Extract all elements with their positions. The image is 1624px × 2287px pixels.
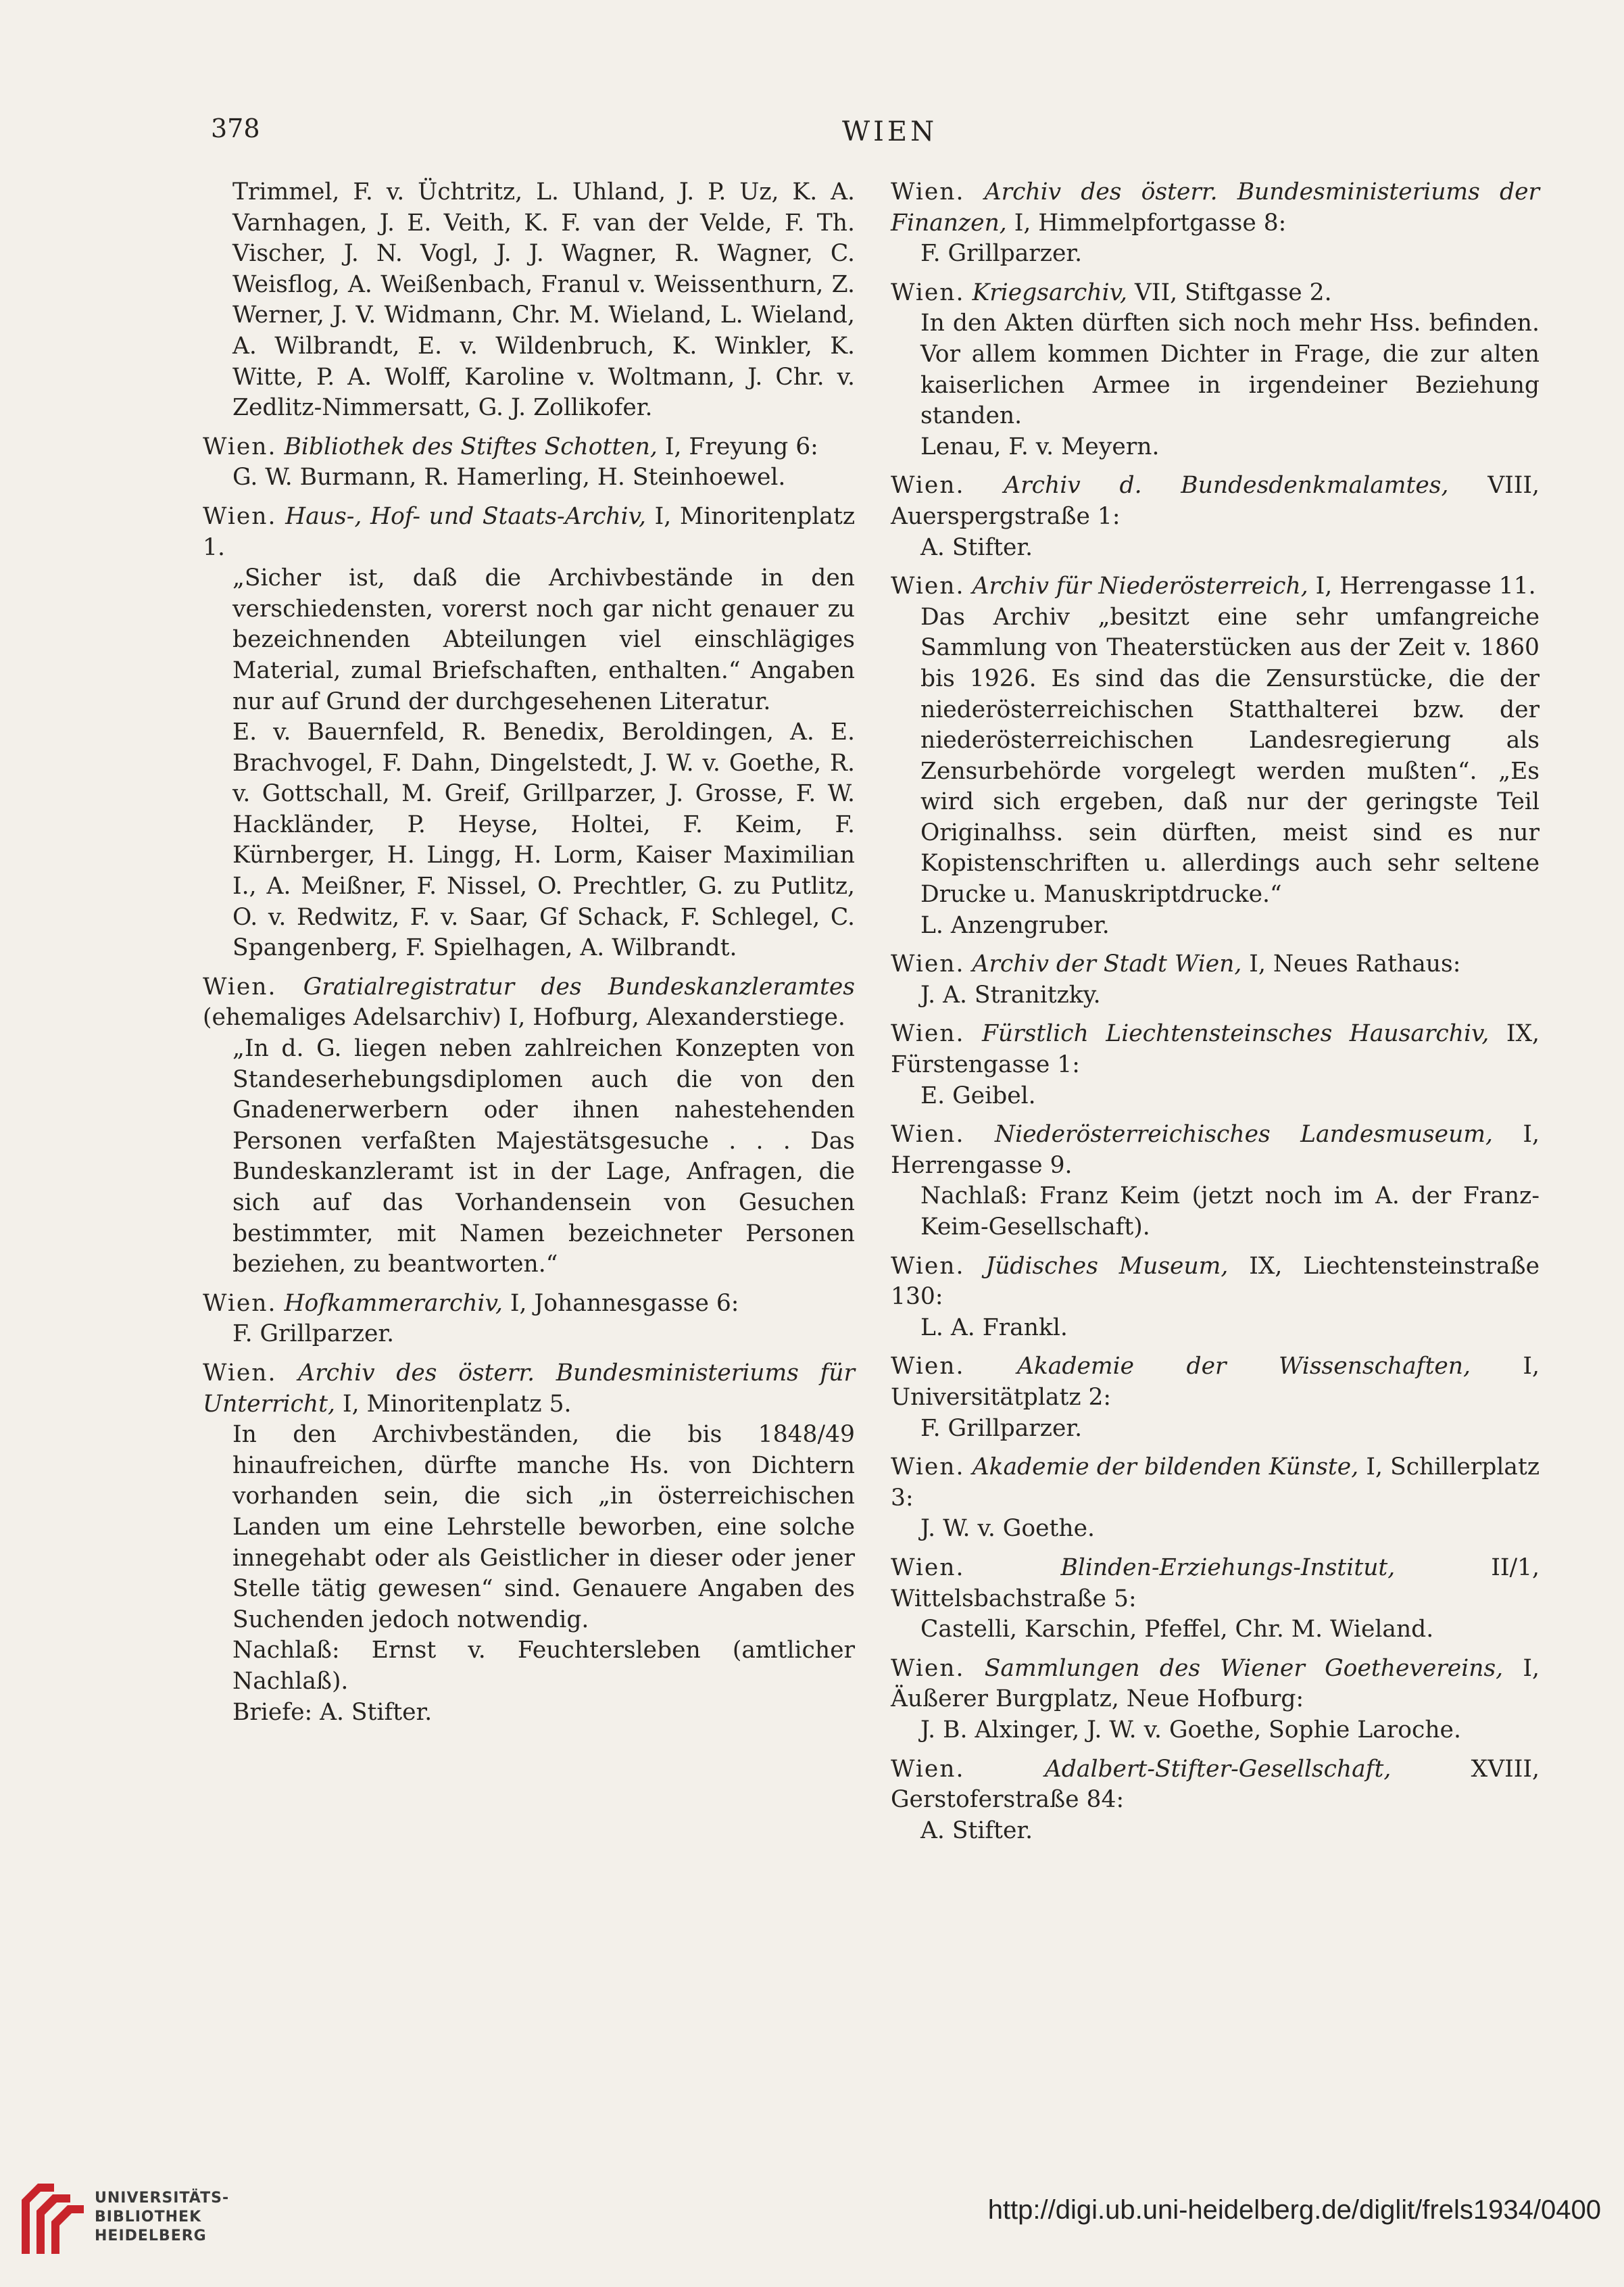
entry-city: Wien. [891, 1121, 965, 1149]
entry-text: „Sicher ist, daß die Archivbestände in den verschiedensten, vorerst noch gar nicht genauer zu bezeichnenden Abteilungen viel einschlägiges Material, zumal Briefschaften, enthalten.“ Angaben nur auf Grund der durchgesehenen Literatur. [232, 564, 855, 715]
entry-text: L. A. Frankl. [920, 1314, 1068, 1341]
entry-text: Lenau, F. v. Meyern. [920, 433, 1160, 460]
entry-text: E. v. Bauernfeld, R. Benedix, Beroldingen, A. E. Brachvogel, F. Dahn, Dingelstedt, J. W. v. Goethe, R. v. Gottschall, M. Greif, Grillparzer, J. Grosse, F. W. Hackländer, P. Heyse, Holtei, F. Keim, F. Kürnberger, H. Lingg, H. Lorm, Kaiser Maximilian I., A. Meißner, F. Nissel, O. Prechtler, G. zu Putlitz, O. v. Redwitz, F. v. Saar, Gf Schack, F. Schlegel, C. Spangenberg, F. Spielhagen, A. Wilbrandt. [232, 719, 855, 962]
entry-heading [891, 1452, 1540, 1514]
entry-address: II/1, Wittelsbachstraße 5: [891, 1554, 1540, 1612]
entry-title: Fürstlich Liechtensteinsches Hausarchiv, [981, 1020, 1490, 1048]
entry-title: Kriegsarchiv, [972, 279, 1127, 306]
entry-title: Haus-, Hof- und Staats-Archiv, [285, 502, 647, 530]
source-url-link[interactable]: http://digi.ub.uni-heidelberg.de/diglit/frels1934/0400 [987, 2195, 1601, 2225]
library-line: HEIDELBERG [95, 2228, 207, 2244]
entry-heading [891, 1019, 1540, 1080]
entry-address: VIII, Auerspergstraße 1: [891, 472, 1540, 530]
entry-address: IX, Fürstengasse 1: [891, 1020, 1540, 1079]
entry-city: Wien. [891, 1020, 965, 1048]
entry-address: I, Herrengasse 11. [1308, 573, 1536, 600]
entry-city: Wien. [891, 1654, 965, 1682]
entry-city: Wien. [203, 502, 277, 530]
entry-address: I, Himmelpfortgasse 8: [1006, 209, 1287, 237]
entry-address: I, Minoritenplatz 5. [335, 1390, 572, 1418]
entry-text: Nachlaß: Franz Keim (jetzt noch im A. der Franz-Keim-Gesellschaft). [920, 1182, 1540, 1241]
library-name [95, 2189, 229, 2246]
entry-title: Bibliothek des Stiftes Schotten, [284, 433, 658, 460]
library-line: UNIVERSITÄTS- [95, 2190, 230, 2207]
entry-heading [891, 1251, 1540, 1313]
entry-city: Wien. [203, 1289, 277, 1317]
entry-heading [203, 972, 855, 1034]
entry-text: Briefe: A. Stifter. [232, 1698, 433, 1726]
entry-text: A. Stifter. [920, 533, 1033, 561]
entry-title: Niederösterreichisches Landesmuseum, [994, 1121, 1493, 1149]
entry-address: I, Schillerplatz 3: [891, 1453, 1540, 1512]
entry-address: IX, Liechtensteinstraße 130: [891, 1252, 1540, 1311]
entry-city: Wien. [891, 1252, 965, 1280]
entry-title: Archiv d. Bundesdenkmalamtes, [1004, 472, 1449, 500]
page-number: 378 [211, 114, 260, 143]
entry-title: Akademie der bildenden Künste, [972, 1453, 1359, 1481]
entry-text: J. A. Stranitzky. [920, 981, 1101, 1009]
entry-city: Wien. [891, 178, 965, 206]
entry-title: Gratialregistratur des Bundeskanzleramtes [303, 973, 856, 1001]
entry-text: J. W. v. Goethe. [920, 1515, 1095, 1543]
entry-address: I, Äußerer Burgplatz, Neue Hofburg: [891, 1654, 1540, 1713]
ub-heidelberg-logo-icon [19, 2181, 87, 2257]
library-line: BIBLIOTHEK [95, 2209, 202, 2225]
entry-title: Sammlungen des Wiener Goethevereins, [984, 1654, 1504, 1682]
entry-city: Wien. [891, 1755, 965, 1783]
entry-text: F. Grillparzer. [920, 1414, 1083, 1442]
entry-heading [891, 949, 1540, 980]
entry-heading [891, 177, 1540, 239]
entry-heading [891, 571, 1540, 602]
entry-heading [203, 1358, 855, 1420]
entry-title: Archiv der Stadt Wien, [972, 950, 1242, 978]
entry-heading [891, 1553, 1540, 1614]
running-head: WIEN [842, 116, 938, 147]
entry-city: Wien. [891, 1353, 965, 1380]
entry-city: Wien. [203, 433, 277, 460]
entry-title: Archiv des österr. Bundesministeriums für Unterricht, [203, 1359, 855, 1418]
entry-city: Wien. [891, 573, 965, 600]
entry-title: Adalbert-Stifter-Gesellschaft, [1044, 1755, 1392, 1783]
entry-heading [891, 1120, 1540, 1181]
entry-text: „In d. G. liegen neben zahlreichen Konzepten von Standeserhebungsdiplomen auch die von den Gnadenerwerbern oder ihnen nahestehenden Personen verfaßten Majestätsgesuche . . . Das Bundeskanzleramt ist in der Lage, Anfragen, die sich auf das Vorhandensein von Gesuchen bestimmter, mit Namen bezeichneter Personen beziehen, zu beantworten.“ [232, 1035, 855, 1278]
entry-text: In den Archivbeständen, die bis 1848/49 hinaufreichen, dürfte manche Hs. von Dichtern vorhanden sein, die sich „in österreichischen Landen um eine Lehrstelle beworben, eine solche innegehabt oder als Geistlicher in dieser oder jener Stelle tätig gewesen“ sind. Genauere Angaben des Suchenden jedoch notwendig. [232, 1421, 855, 1633]
entry-text: Castelli, Karschin, Pfeffel, Chr. M. Wieland. [920, 1616, 1434, 1643]
entry-title: Akademie der Wissenschaften, [1016, 1353, 1471, 1380]
entry-address: I, Universitätplatz 2: [891, 1353, 1540, 1411]
entry-title: Jüdisches Museum, [985, 1252, 1229, 1280]
entry-text: J. B. Alxinger, J. W. v. Goethe, Sophie Laroche. [920, 1716, 1461, 1743]
entry-text: A. Stifter. [920, 1816, 1033, 1844]
entry-city: Wien. [891, 472, 965, 500]
entry-address: I, Minoritenplatz 1. [203, 502, 855, 561]
entry-heading [891, 278, 1540, 309]
entry-text: Trimmel, F. v. Üchtritz, L. Uhland, J. P. Uz, K. A. Varnhagen, J. E. Veith, K. F. van der Velde, F. Th. Vischer, J. N. Vogl, J. J. Wagner, R. Wagner, C. Weisflog, A. Weißenbach, Franul v. Weissenthurn, Z. Werner, J. V. Widmann, Chr. M. Wieland, L. Wieland, A. Wilbrandt, E. v. Wildenbruch, K. Winkler, K. Witte, P. A. Wolff, Karoline v. Woltmann, J. Chr. v. Zedlitz-Nimmersatt, G. J. Zollikofer. [232, 178, 855, 422]
entry-address: I, Neues Rathaus: [1241, 950, 1461, 978]
entry-address: XVIII, Gerstoferstraße 84: [891, 1755, 1540, 1814]
entry-title: Blinden-Erziehungs-Institut, [1060, 1554, 1396, 1581]
entry-heading [203, 502, 855, 563]
entry-address: (ehemaliges Adelsarchiv) I, Hofburg, Alexanderstiege. [203, 1004, 845, 1032]
entry-heading [891, 1754, 1540, 1816]
entry-city: Wien. [891, 950, 965, 978]
entry-text: Das Archiv „besitzt eine sehr umfangreiche Sammlung von Theaterstücken aus der Zeit v. 1860 bis 1926. Es sind das die Zensurstücke, die der niederösterreichischen Statthalterei bzw. der niederösterreichischen Landesregierung als Zensurbehörde vorgelegt werden mußten“. „Es wird sich ergeben, daß nur der geringste Teil Originalhss. sein dürften, meist sind es nur Kopistenschriften u. allerdings auch sehr seltene Drucke u. Manuskriptdrucke.“ [920, 603, 1540, 909]
entry-heading [891, 1351, 1540, 1413]
entry-heading [203, 432, 855, 463]
entry-city: Wien. [891, 1453, 965, 1481]
entry-heading [891, 1654, 1540, 1715]
entry-text: E. Geibel. [920, 1082, 1036, 1109]
entry-city: Wien. [203, 973, 277, 1001]
entry-title: Archiv des österr. Bundesministeriums der Finanzen, [891, 178, 1540, 237]
entry-address: I, Johannesgasse 6: [502, 1289, 739, 1317]
entry-city: Wien. [891, 279, 965, 306]
entry-text: Nachlaß: Ernst v. Feuchtersleben (amtlicher Nachlaß). [232, 1637, 855, 1695]
entry-title: Archiv für Niederösterreich, [972, 573, 1308, 600]
entry-address: I, Herrengasse 9. [891, 1121, 1540, 1179]
entry-text: In den Akten dürften sich noch mehr Hss. befinden. Vor allem kommen Dichter in Frage, die zur alten kaiserlichen Armee in irgendeiner Beziehung standen. [920, 310, 1540, 430]
left-column [203, 177, 855, 1728]
entry-heading [203, 1289, 855, 1320]
entry-text: L. Anzengruber. [920, 911, 1110, 939]
entry-heading [891, 471, 1540, 532]
entry-city: Wien. [203, 1359, 277, 1387]
entry-text: G. W. Burmann, R. Hamerling, H. Steinhoewel. [232, 464, 786, 491]
entry-title: Hofkammerarchiv, [284, 1289, 503, 1317]
entry-text: F. Grillparzer. [232, 1320, 395, 1348]
entry-address: VII, Stiftgasse 2. [1127, 279, 1332, 306]
entry-city: Wien. [891, 1554, 965, 1581]
entry-text: F. Grillparzer. [920, 240, 1083, 268]
right-column [891, 177, 1540, 1846]
entry-address: I, Freyung 6: [657, 433, 818, 460]
